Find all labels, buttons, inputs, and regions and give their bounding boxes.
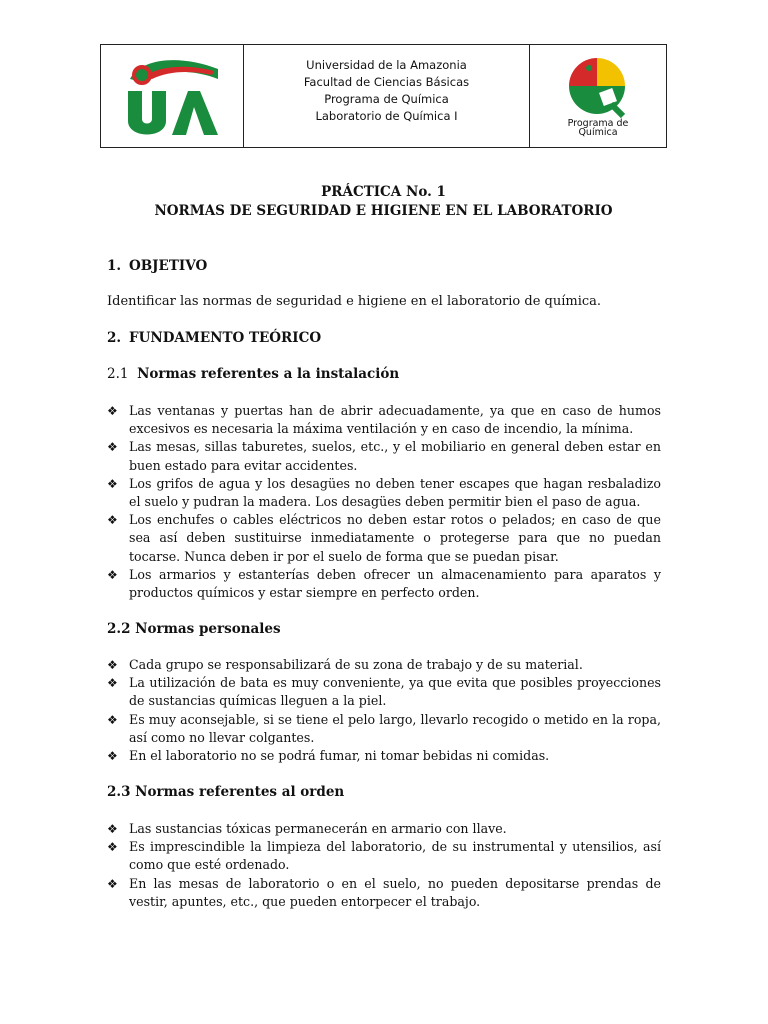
institution-info <box>244 45 530 147</box>
practice-title: NORMAS DE SEGURIDAD E HIGIENE EN EL LABORATORIO <box>154 203 613 219</box>
bullet-icon: ❖ <box>107 840 118 855</box>
subsection-title: Normas referentes a la instalación <box>137 366 400 382</box>
practice-number: PRÁCTICA No. 1 <box>321 184 446 200</box>
bullet-icon: ❖ <box>107 676 118 691</box>
university-name: Universidad de la Amazonia <box>306 58 467 72</box>
list-item: ❖ Las ventanas y puertas han de abrir adecuadamente, ya que en caso de humos excesivos es necesaria la máxima ventilación y en caso de incendio, la mínima. <box>107 403 661 437</box>
section-objetivo-heading <box>107 258 207 274</box>
faculty-name: Facultad de Ciencias Básicas <box>303 75 470 89</box>
orden-list <box>107 820 661 911</box>
university-logo-cell <box>101 45 244 147</box>
program-logo-label-1: Programa de <box>567 118 629 129</box>
list-item: ❖ La utilización de bata es muy conveniente, ya que evita que posibles proyecciones de sustancias químicas lleguen a la piel. <box>107 675 661 709</box>
instalacion-list <box>107 402 661 602</box>
section-title: FUNDAMENTO TEÓRICO <box>129 330 322 346</box>
list-item: ❖ En el laboratorio no se podrá fumar, ni tomar bebidas ni comidas. <box>107 747 661 765</box>
bullet-icon: ❖ <box>107 658 118 672</box>
program-logo-cell <box>530 45 666 147</box>
bullet-icon: ❖ <box>107 876 118 891</box>
section-number: 2. <box>107 330 122 346</box>
program-logo <box>561 54 635 120</box>
section-fundamento-heading <box>107 330 321 346</box>
list-item: ❖ Los enchufes o cables eléctricos no deben estar rotos o pelados; en caso de que sea así deben sustituirse inmediatamente o protegerse para que no puedan tocarse. Nunca deben ir por el suelo de forma que se puedan pisar. <box>107 512 661 564</box>
list-item: ❖ Los grifos de agua y los desagües no deben tener escapes que hagan resbaladizo el suelo y pudran la madera. Los desagües deben permitir bien el paso de agua. <box>107 475 661 510</box>
program-logo-label-2: Química <box>578 127 618 138</box>
bullet-icon: ❖ <box>107 476 118 491</box>
list-item: ❖ Es muy aconsejable, si se tiene el pelo largo, llevarlo recogido o metido en la ropa, así como no llevar colgantes. <box>107 711 661 745</box>
university-logo <box>122 51 222 141</box>
list-item: ❖ Las mesas, sillas taburetes, suelos, etc., y el mobiliario en general deben estar en buen estado para evitar accidentes. <box>107 439 661 473</box>
bullet-icon: ❖ <box>107 822 118 836</box>
list-item: ❖ Cada grupo se responsabilizará de su zona de trabajo y de su material. <box>107 656 661 674</box>
list-item: ❖ En las mesas de laboratorio o en el suelo, no pueden depositarse prendas de vestir, apuntes, etc., que pueden entorpecer el trabajo. <box>107 875 661 909</box>
program-name: Programa de Química <box>324 92 449 106</box>
list-item: ❖ Las sustancias tóxicas permanecerán en armario con llave. <box>107 820 661 838</box>
bullet-icon: ❖ <box>107 440 118 455</box>
personales-list <box>107 656 661 765</box>
lab-name: Laboratorio de Química I <box>315 109 458 123</box>
header-table <box>100 44 667 148</box>
bullet-icon: ❖ <box>107 567 118 582</box>
bullet-icon: ❖ <box>107 749 118 764</box>
section-number: 1. <box>107 258 122 274</box>
objective-text: Identificar las normas de seguridad e higiene en el laboratorio de química. <box>107 294 602 309</box>
subsection-orden-heading: 2.3 Normas referentes al orden <box>107 784 345 800</box>
bullet-icon: ❖ <box>107 513 118 528</box>
section-title: OBJETIVO <box>129 258 208 274</box>
subsection-instalacion-heading <box>107 366 399 382</box>
subsection-personales-heading: 2.2 Normas personales <box>107 621 281 637</box>
list-item: ❖ Es imprescindible la limpieza del laboratorio, de su instrumental y utensilios, así como que esté ordenado. <box>107 839 661 873</box>
bullet-icon: ❖ <box>107 712 118 727</box>
subsection-number: 2.1 <box>107 366 129 382</box>
bullet-icon: ❖ <box>107 404 118 418</box>
list-item: ❖ Los armarios y estanterías deben ofrecer un almacenamiento para aparatos y productos químicos y estar siempre en perfecto orden. <box>107 566 661 601</box>
